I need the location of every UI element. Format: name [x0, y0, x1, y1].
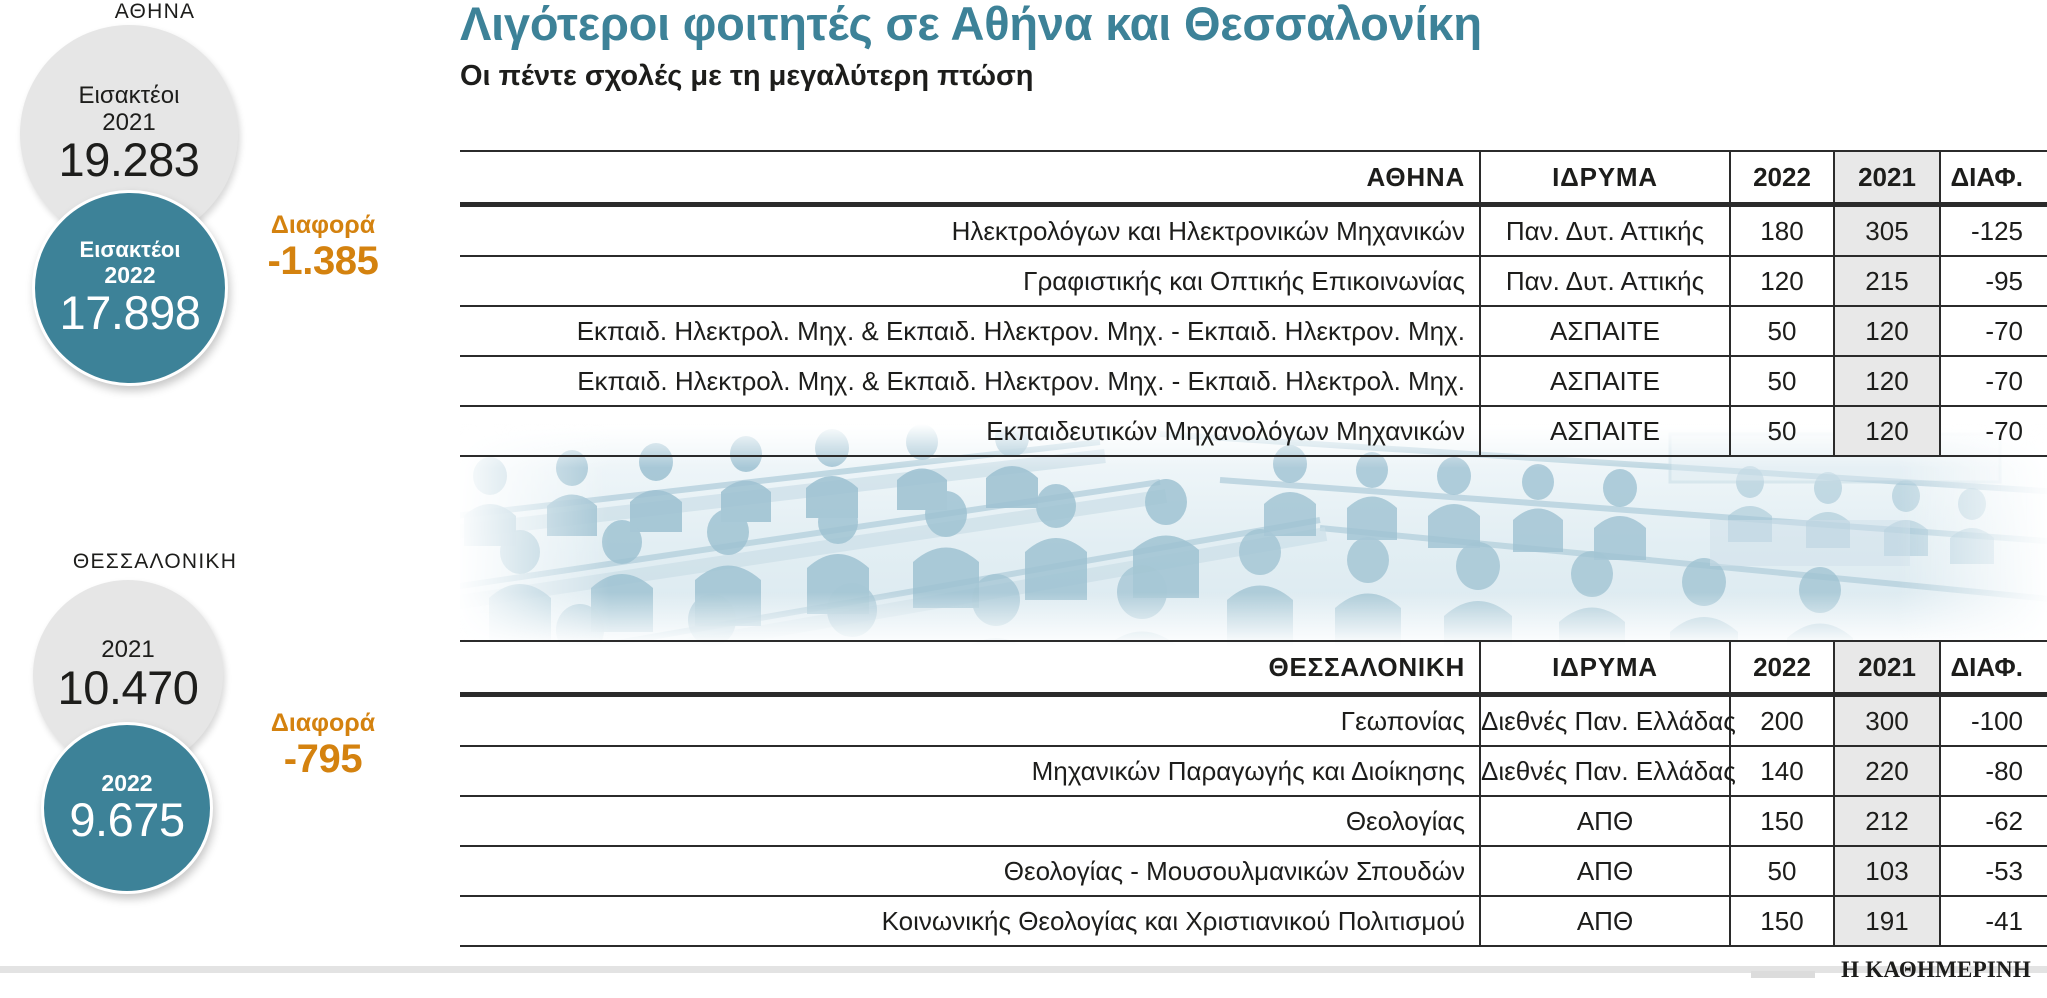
footer-divider [0, 966, 2047, 973]
cell-diff: -53 [1940, 846, 2047, 896]
cell-2022: 180 [1730, 205, 1834, 257]
circle-year: 2022 [101, 769, 153, 796]
cell-2021: 215 [1834, 256, 1940, 306]
col-header-name: ΘΕΣΣΑΛΟΝΙΚΗ [460, 642, 1480, 695]
cell-diff: -41 [1940, 896, 2047, 946]
table-row [460, 796, 2047, 846]
lecture-hall-photo [460, 424, 2047, 646]
col-header-institution: ΙΔΡΥΜΑ [1480, 152, 1730, 205]
cell-institution: Διεθνές Παν. Ελλάδας [1480, 746, 1730, 796]
cell-institution: ΑΠΘ [1480, 896, 1730, 946]
cell-2022: 140 [1730, 746, 1834, 796]
col-header-2021: 2021 [1834, 152, 1940, 205]
cell-institution: Παν. Δυτ. Αττικής [1480, 205, 1730, 257]
cell-2021: 212 [1834, 796, 1940, 846]
table-body-thessaloniki [460, 695, 2047, 947]
circle-value: 9.675 [69, 793, 185, 847]
summary-column [0, 0, 460, 960]
page-subtitle: Οι πέντε σχολές με τη μεγαλύτερη πτώση [460, 60, 1034, 92]
col-header-2021: 2021 [1834, 642, 1940, 695]
col-header-2022: 2022 [1730, 642, 1834, 695]
cell-school: Θεολογίας [460, 796, 1480, 846]
cell-2022: 50 [1730, 846, 1834, 896]
cell-2021: 300 [1834, 695, 1940, 747]
cell-school: Γεωπονίας [460, 695, 1480, 747]
cell-2022: 200 [1730, 695, 1834, 747]
cell-institution: ΑΣΠΑΙΤΕ [1480, 306, 1730, 356]
cell-school: Εκπαιδευτικών Μηχανολόγων Μηχανικών [460, 406, 1480, 456]
col-header-diff: ΔΙΑΦ. [1940, 642, 2047, 695]
cell-institution: Διεθνές Παν. Ελλάδας [1480, 695, 1730, 747]
cell-2021: 305 [1834, 205, 1940, 257]
table-row [460, 256, 2047, 306]
cell-school: Εκπαιδ. Ηλεκτρολ. Μηχ. & Εκπαιδ. Ηλεκτρον. Μηχ. - Εκπαιδ. Ηλεκτρολ. Μηχ. [460, 356, 1480, 406]
table-header-athens [460, 152, 2047, 205]
diff-label: Διαφορά [270, 211, 376, 239]
city-label-thessaloniki: ΘΕΣΣΑΛΟΝΙΚΗ [72, 550, 238, 573]
table-body-athens [460, 205, 2047, 457]
cell-diff: -95 [1940, 256, 2047, 306]
cell-institution: Παν. Δυτ. Αττικής [1480, 256, 1730, 306]
cell-school: Εκπαιδ. Ηλεκτρολ. Μηχ. & Εκπαιδ. Ηλεκτρον. Μηχ. - Εκπαιδ. Ηλεκτρον. Μηχ. [460, 306, 1480, 356]
col-header-2022: 2022 [1730, 152, 1834, 205]
cell-2022: 50 [1730, 356, 1834, 406]
cell-diff: -80 [1940, 746, 2047, 796]
cell-2022: 50 [1730, 406, 1834, 456]
table-thessaloniki [460, 642, 2047, 947]
table-row [460, 896, 2047, 946]
cell-diff: -100 [1940, 695, 2047, 747]
cell-2022: 120 [1730, 256, 1834, 306]
circle-caption: Εισακτέοι [79, 237, 181, 263]
circle-year: 2021 [101, 636, 155, 664]
cell-school: Θεολογίας - Μουσουλμανικών Σπουδών [460, 846, 1480, 896]
cell-diff: -70 [1940, 306, 2047, 356]
circle-thessaloniki-2022 [41, 722, 213, 894]
table-athens [460, 152, 2047, 457]
cell-diff: -70 [1940, 406, 2047, 456]
circle-value: 17.898 [59, 285, 201, 339]
publisher-credit: Η ΚΑΘΗΜΕΡΙΝΗ [1841, 957, 2031, 982]
circle-athens-2022 [32, 190, 228, 386]
cell-2021: 191 [1834, 896, 1940, 946]
table-row [460, 306, 2047, 356]
cell-institution: ΑΣΠΑΙΤΕ [1480, 406, 1730, 456]
cell-diff: -62 [1940, 796, 2047, 846]
table-header-row [460, 152, 2047, 205]
cell-2022: 50 [1730, 306, 1834, 356]
cell-diff: -125 [1940, 205, 2047, 257]
cell-2021: 120 [1834, 306, 1940, 356]
col-header-diff: ΔΙΑΦ. [1940, 152, 2047, 205]
cell-institution: ΑΠΘ [1480, 846, 1730, 896]
cell-2021: 120 [1834, 406, 1940, 456]
page-title: Λιγότεροι φοιτητές σε Αθήνα και Θεσσαλονίκη [460, 0, 1482, 50]
cell-school: Κοινωνικής Θεολογίας και Χριστιανικού Πολιτισμού [460, 896, 1480, 946]
cell-school: Μηχανικών Παραγωγής και Διοίκησης [460, 746, 1480, 796]
table-row [460, 356, 2047, 406]
table-row [460, 695, 2047, 747]
cell-2022: 150 [1730, 796, 1834, 846]
diff-label: Διαφορά [270, 709, 376, 737]
cell-2022: 150 [1730, 896, 1834, 946]
city-label-athens: ΑΘΗΝΑ [114, 0, 196, 23]
col-header-name: ΑΘΗΝΑ [460, 152, 1480, 205]
circle-year: 2022 [104, 262, 156, 288]
diff-athens [228, 212, 418, 282]
cell-institution: ΑΣΠΑΙΤΕ [1480, 356, 1730, 406]
table-header-thessaloniki [460, 642, 2047, 695]
cell-school: Ηλεκτρολόγων και Ηλεκτρονικών Μηχανικών [460, 205, 1480, 257]
circle-value: 19.283 [58, 133, 200, 187]
circle-caption: Εισακτέοι [78, 81, 180, 109]
cell-institution: ΑΠΘ [1480, 796, 1730, 846]
diff-thessaloniki [228, 710, 418, 780]
table-row [460, 205, 2047, 257]
col-header-institution: ΙΔΡΥΜΑ [1480, 642, 1730, 695]
cell-2021: 220 [1834, 746, 1940, 796]
table-row [460, 846, 2047, 896]
cell-school: Γραφιστικής και Οπτικής Επικοινωνίας [460, 256, 1480, 306]
diff-value: -1.385 [267, 238, 379, 283]
cell-2021: 120 [1834, 356, 1940, 406]
table-row [460, 406, 2047, 456]
cell-diff: -70 [1940, 356, 2047, 406]
diff-value: -795 [283, 736, 363, 781]
circle-year: 2021 [102, 108, 156, 136]
credit-dash [1751, 971, 1815, 978]
photo-illustration [460, 424, 2047, 646]
cell-2021: 103 [1834, 846, 1940, 896]
circle-value: 10.470 [57, 661, 199, 714]
table-header-row [460, 642, 2047, 695]
table-row [460, 746, 2047, 796]
